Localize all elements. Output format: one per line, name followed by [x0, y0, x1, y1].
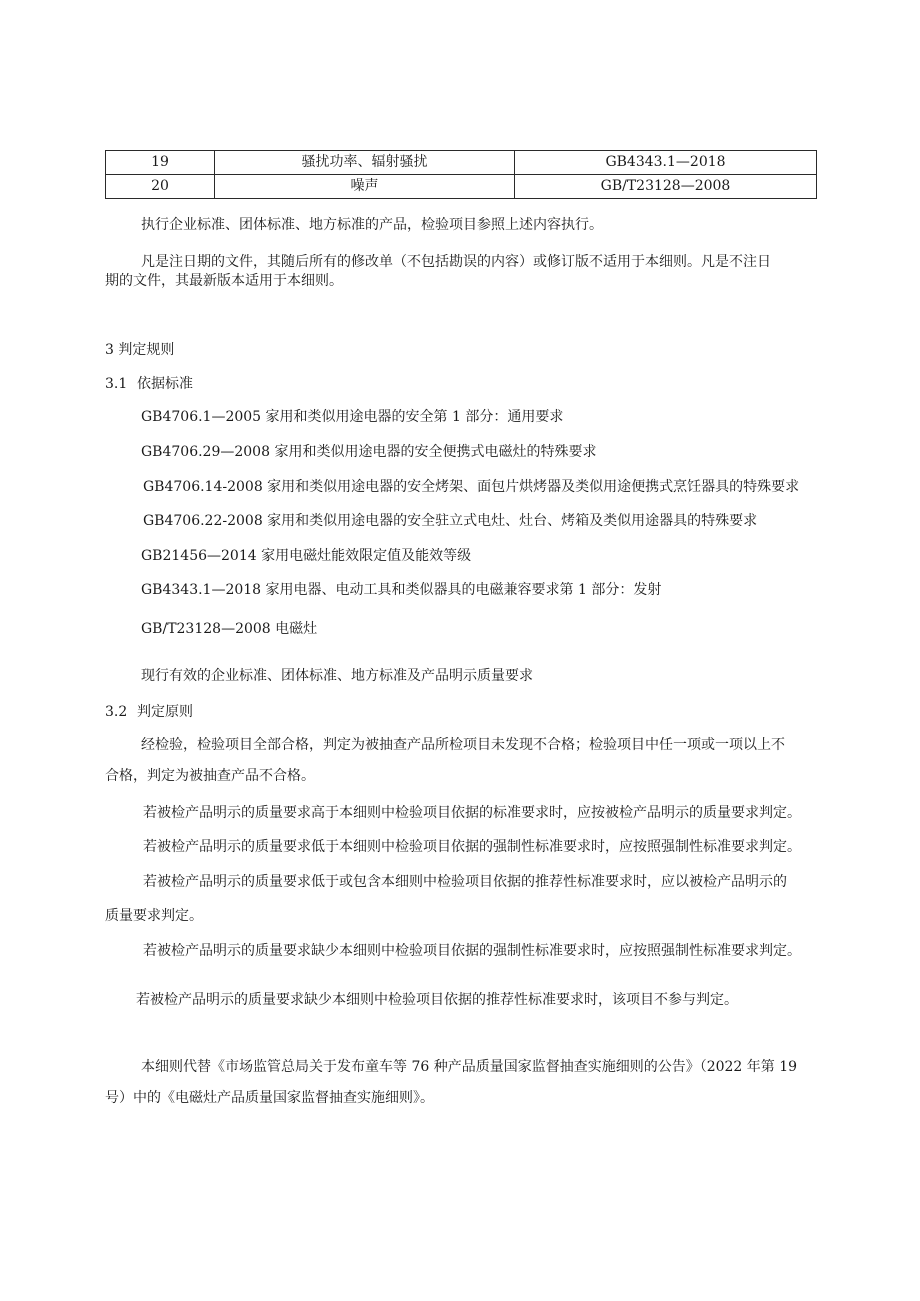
replacement-note-line2: 号）中的《电磁灶产品质量国家监督抽查实施细则》。 [105, 1090, 434, 1106]
principle-paragraph-3: 若被检产品明示的质量要求低于本细则中检验项目依据的强制性标准要求时，应按照强制性标准要求判定。 [143, 839, 801, 855]
standard-item: GB4706.29—2008 家用和类似用途电器的安全便携式电磁灶的特殊要求 [141, 444, 597, 460]
section-heading: 3 判定规则 [105, 342, 175, 358]
inspection-items-table [105, 150, 817, 199]
principle-paragraph-4-line1: 若被检产品明示的质量要求低于或包含本细则中检验项目依据的推荐性标准要求时，应以被检产品明示的 [143, 874, 787, 890]
principle-paragraph-2: 若被检产品明示的质量要求高于本细则中检验项目依据的标准要求时，应按被检产品明示的质量要求判定。 [143, 805, 801, 821]
principle-paragraph-6: 若被检产品明示的质量要求缺少本细则中检验项目依据的推荐性标准要求时，该项目不参与判定。 [136, 992, 738, 1008]
enterprise-standard-note: 执行企业标准、团体标准、地方标准的产品，检验项目参照上述内容执行。 [141, 217, 603, 233]
standard-item: GB4706.1—2005 家用和类似用途电器的安全第 1 部分：通用要求 [141, 409, 564, 425]
standard-reference: GB/T23128—2008 [515, 175, 817, 199]
subsection-title: 依据标准 [137, 376, 193, 392]
standard-item: GB4343.1—2018 家用电器、电动工具和类似器具的电磁兼容要求第 1 部分：发射 [141, 582, 662, 598]
subsection-number: 3.1 [105, 376, 128, 392]
standard-item: GB/T23128—2008 电磁灶 [141, 621, 318, 637]
dated-documents-note-line2: 期的文件，其最新版本适用于本细则。 [105, 273, 343, 289]
standard-reference: GB4343.1—2018 [515, 151, 817, 175]
subsection-title: 判定原则 [137, 704, 193, 720]
principle-paragraph-1-line1: 经检验，检验项目全部合格，判定为被抽查产品所检项目未发现不合格；检验项目中任一项或一项以上不 [141, 737, 785, 753]
standard-item: GB4706.22-2008 家用和类似用途电器的安全驻立式电灶、灶台、烤箱及类似用途器具的特殊要求 [143, 513, 758, 529]
current-standards-note: 现行有效的企业标准、团体标准、地方标准及产品明示质量要求 [141, 668, 533, 684]
replacement-note-line1: 本细则代替《市场监管总局关于发布童车等 76 种产品质量国家监督抽查实施细则的公告》（2022 年第 19 [141, 1059, 798, 1075]
principle-paragraph-4-line2: 质量要求判定。 [105, 908, 203, 924]
inspection-item: 噪声 [215, 175, 515, 199]
row-number: 19 [106, 151, 215, 175]
table-row [106, 175, 817, 199]
principle-paragraph-1-line2: 合格，判定为被抽查产品不合格。 [105, 768, 315, 784]
standard-item: GB4706.14-2008 家用和类似用途电器的安全烤架、面包片烘烤器及类似用途便携式烹饪器具的特殊要求 [143, 479, 800, 495]
subsection-number: 3.2 [105, 704, 128, 720]
dated-documents-note-line1: 凡是注日期的文件，其随后所有的修改单（不包括勘误的内容）或修订版不适用于本细则。凡是不注日 [141, 254, 771, 270]
principle-paragraph-5: 若被检产品明示的质量要求缺少本细则中检验项目依据的强制性标准要求时，应按照强制性标准要求判定。 [143, 943, 801, 959]
row-number: 20 [106, 175, 215, 199]
inspection-item: 骚扰功率、辐射骚扰 [215, 151, 515, 175]
table-row [106, 151, 817, 175]
standard-item: GB21456—2014 家用电磁灶能效限定值及能效等级 [141, 548, 472, 564]
